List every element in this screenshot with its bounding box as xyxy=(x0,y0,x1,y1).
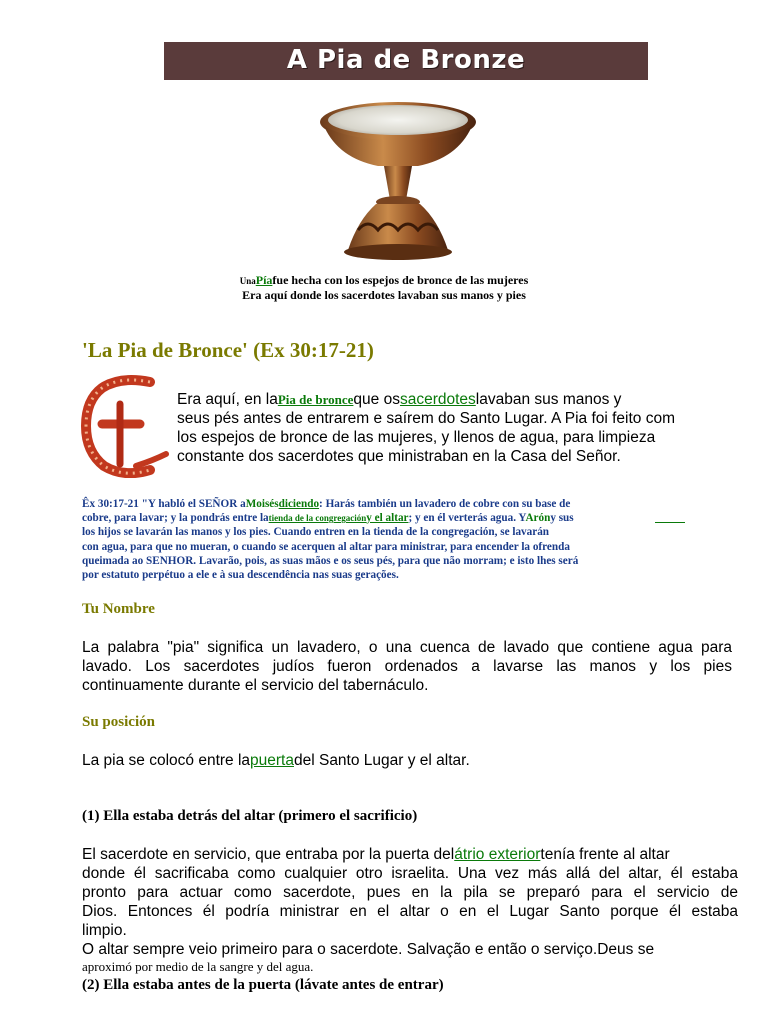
section-heading-position: Su posición xyxy=(82,714,155,730)
image-caption-line-1 xyxy=(0,273,768,288)
bronze-basin-image xyxy=(318,100,478,262)
intro-text: Era aquí, en la xyxy=(177,391,278,408)
name-line-2: lavado. Los sacerdotes judíos fueron ordenados a lavarse las manos y los pies xyxy=(82,658,732,675)
bible-line-4: con agua, para que no mueran, o cuando se acerquen al altar para ministrar, para encender la ofrenda xyxy=(82,540,570,553)
section-heading-name: Tu Nombre xyxy=(82,601,155,617)
bible-line-5: queimada ao SENHOR. Lavarão, pois, as suas mãos e os seus pés, para que não morram; e isto lhes será xyxy=(82,554,579,567)
title-banner xyxy=(164,42,648,80)
point-1-line-6: O altar sempre veio primeiro para o sacerdote. Salvação e então o serviço.Deus se xyxy=(82,941,655,958)
banner-title: A Pia de Bronze xyxy=(286,45,526,75)
sacerdotes-link[interactable]: sacerdotes xyxy=(399,391,476,408)
empty-link-underline[interactable] xyxy=(655,522,685,523)
puerta-link[interactable]: puerta xyxy=(250,752,294,769)
bible-text: Êx 30:17-21 "Y habló el SEÑOR a xyxy=(82,498,246,510)
intro-line-1 xyxy=(177,390,737,409)
bible-text: : Harás también un lavadero de cobre con su base de xyxy=(319,498,571,510)
tienda-link[interactable]: tienda de la congregación xyxy=(268,513,367,524)
intro-text: lavaban sus manos y xyxy=(475,391,622,408)
altar-link[interactable]: y el altar xyxy=(366,512,409,525)
bible-text: ; y en él verterás agua. Y xyxy=(408,512,526,525)
name-line-3: continuamente durante el servicio del tabernáculo. xyxy=(82,677,429,694)
position-text: del Santo Lugar y el altar. xyxy=(293,752,470,769)
point-1-heading: (1) Ella estaba detrás del altar (primero el sacrificio) xyxy=(82,808,418,824)
point-2-heading: (2) Ella estaba antes de la puerta (lávate antes de entrar) xyxy=(82,977,444,993)
point-1-line-5: limpio. xyxy=(82,922,127,939)
image-caption-line-2: Era aquí donde los sacerdotes lavaban sus manos y pies xyxy=(242,288,526,302)
point-1-line-1 xyxy=(82,845,738,864)
point-1-text: El sacerdote en servicio, que entraba por la puerta del xyxy=(82,846,455,863)
bible-quote xyxy=(82,497,658,582)
intro-line-2: seus pés antes de entrarem e saírem do Santo Lugar. A Pia foi feito com xyxy=(177,410,676,427)
point-1-line-2: donde él sacrificaba como cualquier otro israelita. Una vez más allá del altar, él estaba xyxy=(82,865,738,882)
aron-link[interactable]: Arón xyxy=(525,512,551,525)
point-1-line-4: Dios. Entonces él podría ministrar en el altar o en el Lugar Santo porque él estaba xyxy=(82,903,738,920)
position-text: La pia se colocó entre la xyxy=(82,752,251,769)
point-1-paragraph xyxy=(82,845,738,975)
bible-text: y sus xyxy=(550,512,574,525)
drop-cap-e-image xyxy=(80,374,172,478)
intro-text: que os xyxy=(353,391,400,408)
moises-link[interactable]: Moisés xyxy=(245,498,279,510)
atrio-exterior-link[interactable]: átrio exterior xyxy=(454,846,541,863)
intro-line-4: constante dos sacerdotes que ministraban en la Casa del Señor. xyxy=(177,448,621,465)
point-1-text: tenía frente al altar xyxy=(540,846,670,863)
intro-line-3: los espejos de bronce de las mujeres, y llenos de agua, para limpieza xyxy=(177,429,656,446)
bible-line-2 xyxy=(82,511,658,525)
name-paragraph xyxy=(82,638,732,695)
point-1-line-7: aproximó por medio de la sangre y del agua. xyxy=(82,959,314,974)
page-heading: 'La Pia de Bronce' (Ex 30:17-21) xyxy=(82,338,374,362)
pia-link[interactable]: Pía xyxy=(255,273,273,287)
bible-line-6: por estatuto perpétuo a ele e à sua descendência nas suas gerações. xyxy=(82,569,399,582)
point-1-line-3: pronto para actuar como sacerdote, pues en la pila se preparó para el servicio de xyxy=(82,884,738,901)
caption-prefix: Una xyxy=(239,276,256,286)
bible-text: cobre, para lavar; y la pondrás entre la xyxy=(82,512,269,525)
caption-text: fue hecha con los espejos de bronce de las mujeres xyxy=(272,273,529,287)
pia-de-bronce-link[interactable]: Pia de bronce xyxy=(277,392,354,407)
bible-line-3: los hijos se lavarán las manos y los pies. Cuando entren en la tienda de la congregación, se lavarán xyxy=(82,526,550,539)
intro-paragraph xyxy=(177,390,737,466)
bible-line-1 xyxy=(82,497,658,511)
diciendo-link[interactable]: diciendo xyxy=(278,498,320,510)
name-line-1: La palabra "pia" significa un lavadero, o una cuenca de lavado que contiene agua para xyxy=(82,639,732,656)
position-paragraph xyxy=(82,751,732,770)
